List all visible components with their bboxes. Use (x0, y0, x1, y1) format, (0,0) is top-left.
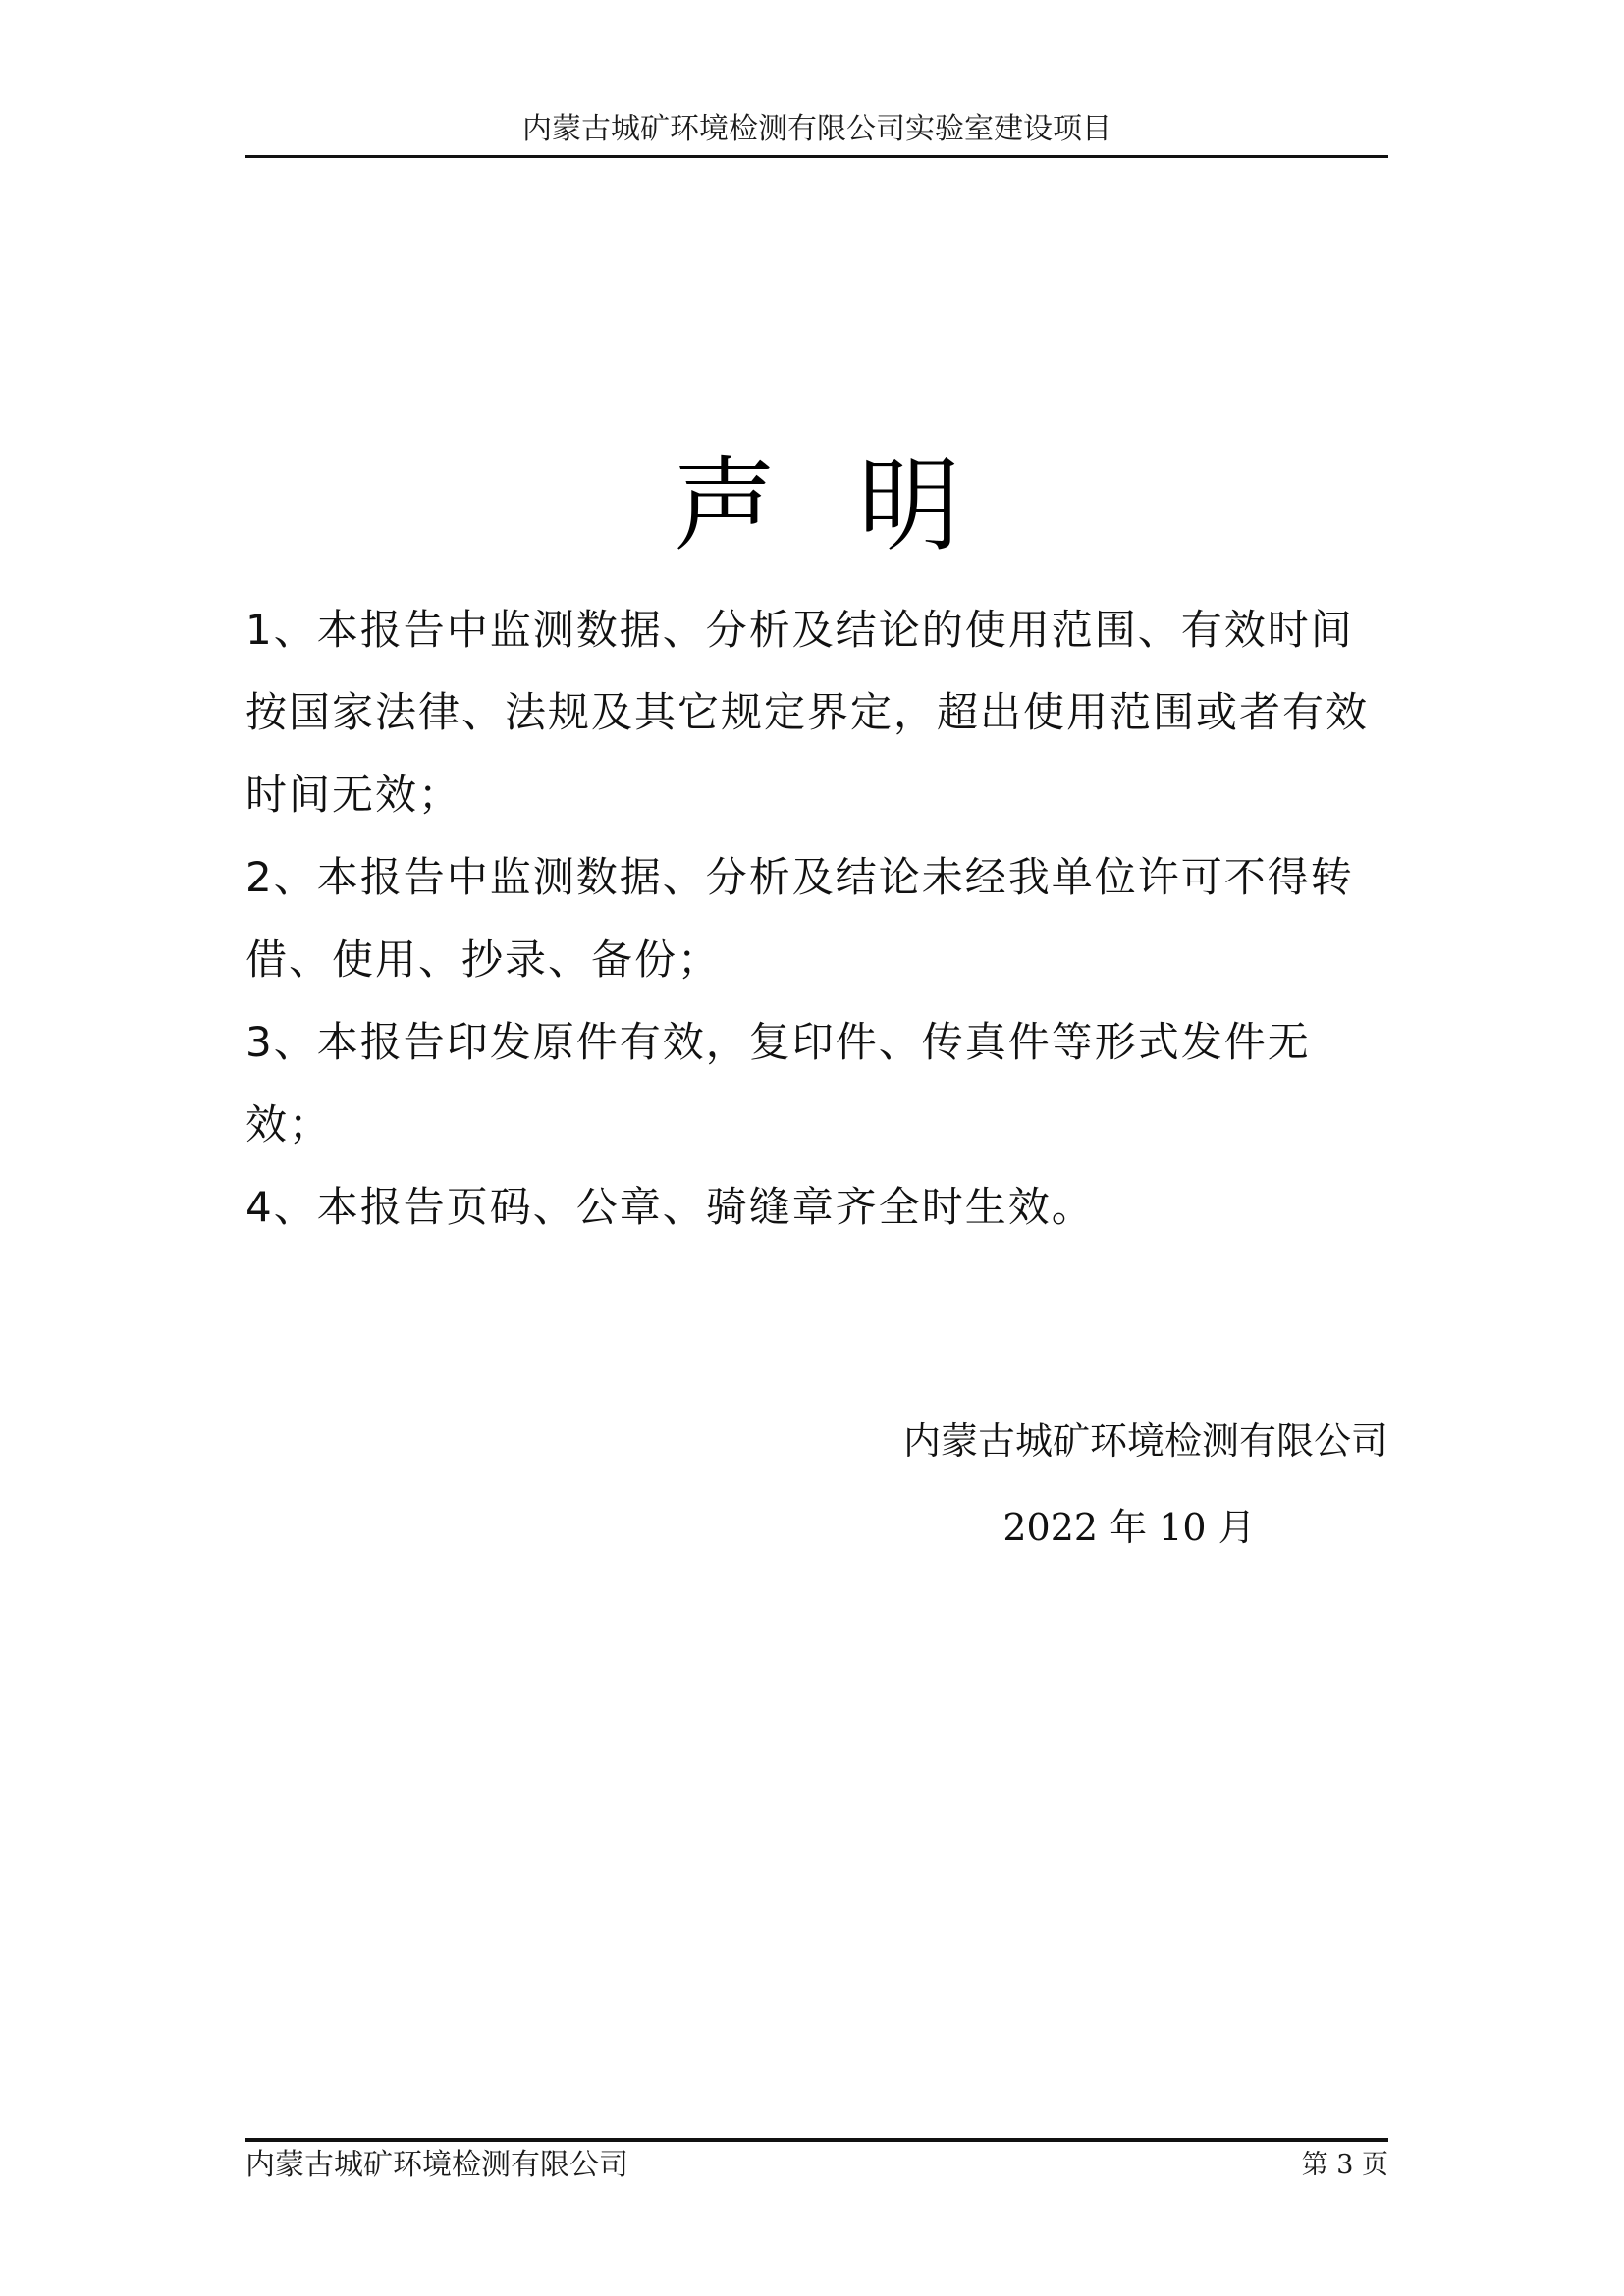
signature-date: 2022 年 10 月 (1002, 1506, 1256, 1549)
header-divider (245, 155, 1388, 158)
footer-divider (245, 2138, 1388, 2142)
page-header: 内蒙古城矿环境检测有限公司实验室建设项目 (522, 112, 1111, 146)
page-footer (245, 2146, 1388, 2185)
statement-item-1: 1、本报告中监测数据、分析及结论的使用范围、有效时间按国家法律、法规及其它规定界定，超出使用范围或者有效时间无效； (245, 606, 1370, 819)
page-number: 第 3 页 (1301, 2150, 1388, 2180)
footer-company: 内蒙古城矿环境检测有限公司 (245, 2148, 628, 2182)
statement-list (245, 589, 1388, 1249)
page-title: 声明 (673, 445, 1043, 565)
statement-item-3: 3、本报告印发原件有效，复印件、传真件等形式发件无效； (245, 1018, 1311, 1148)
signature-company: 内蒙古城矿环境检测有限公司 (902, 1419, 1388, 1463)
statement-item-4: 4、本报告页码、公章、骑缝章齐全时生效。 (245, 1183, 1095, 1231)
statement-item-2: 2、本报告中监测数据、分析及结论未经我单位许可不得转借、使用、抄录、备份； (245, 853, 1354, 984)
